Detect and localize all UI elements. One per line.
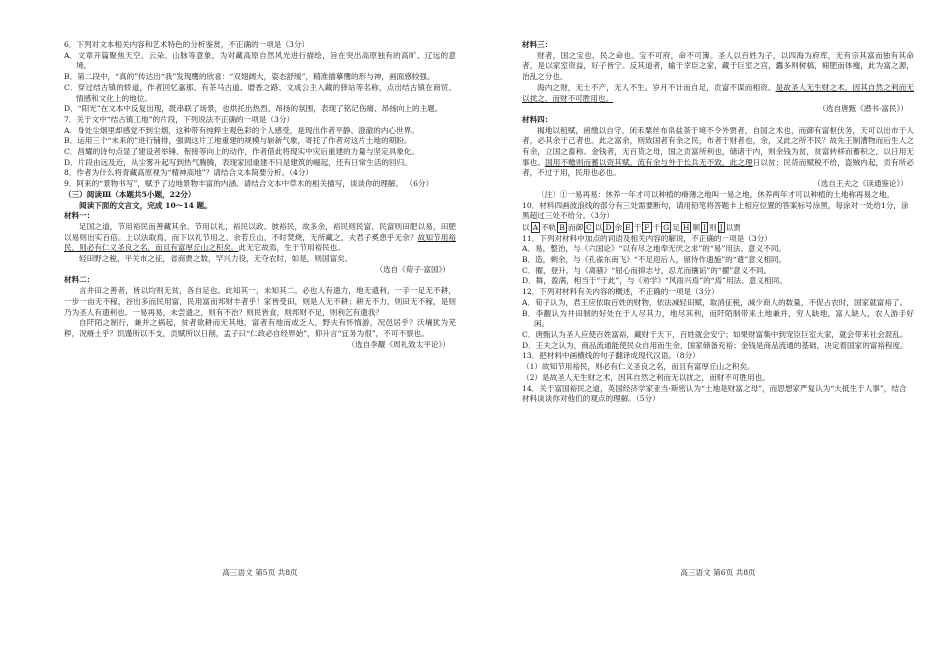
material-4-text [522,126,914,180]
q11-option-d: D．舞，盈满，相当于“于此”，与《劝学》“风雨兴焉”的“焉”用法、意义相同。 [522,276,787,286]
q12-option-a: A．荀子认为，君王应依取百姓的财物，依法减轻田赋，取消征税，减少商人的数量，不促占农时，国家就富裕了。 [522,297,908,307]
material-1-text [64,222,456,254]
material-3-title: 材料三： [522,40,553,49]
q10-box-g[interactable]: G [663,222,670,232]
q6-option-b: B．第二段中，“真的”传达出“我”发现鹰的欣喜：“双翅阔大，姿态舒缓”，精准描摹鹰的形与神，画面感较强。 [64,72,435,82]
q7-option-a: A．身处尘烟里却感觉不到尘烟，这种带有纯粹主观色彩的个人感受，是现出作者平静、澄澈的内心世界。 [64,125,419,135]
left-page-footer: 高三语文 第5页 共8页 [222,568,298,577]
q10-answer-boxes [522,222,914,234]
section-3-heading: （三）阅读Ⅲ（本题共5小题，22分） [64,189,196,199]
q10-text-segment: 顺 [692,222,701,232]
q7-option-b: B．运用三个“未来的”进行铺排，强调这片工地重建的规模与崭新气象，寄托了作者对这片土地的期盼。 [64,136,412,146]
q10-box-f[interactable]: F [644,222,650,232]
material-4-source: （选自王夫之《读通鉴论》） [813,179,908,189]
q10-box-j[interactable]: J [719,222,723,232]
q11-stem: 11．下列对材料中加点的词语及相关内容的解说，不正确的一项是（3分） [522,233,772,243]
q6-option-d: D．“阳光”在文本中反复出现，既串联了场景，也烘托出热烈、昂扬的氛围，表现了铭记伤痛、昂扬向上的主题。 [64,104,443,114]
q6-option-a: A．文章开篇聚焦天空、云朵、山脉等意象，为对藏高原自然风光进行描绘，旨在突出高原独有的高旷、辽远的意境。 [64,50,456,71]
q10-box-h[interactable]: H [682,222,690,232]
material-2-text2: 自阡陌之制行，兼并之祸起，贫者欲耕而无其地，富者有地而或乏人，野夫有怀惰游，况邑居乎？沃壤犹为芜秽，况瘠土乎？饥馑所以不支，贡赋所以日削，孟子曰“仁政必自经界始”，仰升言“宜务为很”，不可不察也。 [64,318,456,338]
q9-score: （6分） [405,179,434,189]
material-1-body: 足国之道，节用裕民而善藏其余。节用以礼，裕民以政。彼裕民，故多余，裕民则民富，民富则田肥以易，田肥以易则出实百倍。上以法取焉，而下以礼节用之。余若丘山，不时焚烧，无所藏之，夫君子奚患乎无余？ [64,221,456,242]
q12-option-c: C．唐甄认为圣人应使百姓富裕，藏财于天下，百姓就会安宁；如果财富集中到宠臣巨室大家，就会带来社会混乱。 [522,329,908,339]
q10-box-i[interactable]: I [703,222,707,232]
q10-text-segment: 千 [652,222,661,232]
q10-text-segment: 而御 [567,222,584,232]
footnote: 〔注〕①一易再易：休养一年才可以种植的瘠薄之地叫一易之地，休养两年才可以种植的土地称再易之地。 [537,189,894,199]
q11-option-c: C．擢，登升，与《离骚》“屈心而抑志兮，忍尤而攘诟”的“擢”意义不同。 [522,265,772,275]
q10-text-segment: 余 [614,222,623,232]
q11-option-b: B．造，剩余，与《孔雀东南飞》“不足迎后人，留待作遗施”的“遗”意义相同。 [522,255,787,265]
q10-text-segment: 以贾 [725,222,741,232]
material-4-underlined: 国用不赡则而蓄以资其赋，流有余与外于长兵无不致，此之理 [545,157,753,167]
material-4-title: 材料四： [522,114,553,124]
q13-sentence-1: （1）故知节用裕民，则必有仁义圣良之名，而且有富厚丘山之积矣。 [522,362,755,372]
material-1-tail: 此无它故焉，生于节用裕民也。 [238,243,345,253]
q10-stem: 10．材料四画波浪线的部分有三处需要断句，请用铅笔将答题卡上相应位置的答案标号涂黑，每涂对一处给1分，涂黑超过三处不给分。（3分） [522,200,909,221]
material-4-tail: 日以贫；民货而赋税不给，盗贼内起，贡有所必者，不过于用，民用也必也。 [522,157,915,178]
q7-option-c: C．昌耀的诗句点显了建设者举锤、衔接等向上的动作，作者借此将现实中灾后重建的力量与坚定具象化。 [64,147,420,157]
q8-stem: 8．作者为什么将青藏高原视为“精神高地”？请结合文本简要分析。（4分） [64,168,314,178]
material-1-title: 材料一： [64,211,95,221]
q10-text-segment: 不轨 [541,222,557,232]
q12-option-d: D．王夫之认为，商品流通能使民众自用而生余，国家储备充裕；金钱是商品流通的基础，决定着国家的富裕程度。 [522,340,908,350]
q10-text-segment: 足 [672,222,680,232]
q11-option-a: A．易，整治，与《六国论》“以有尽之地奉无厌之求”的“易”用法、意义不同。 [522,244,787,254]
q13-sentence-2: （2）是故圣人无生财之术，因其自然之利而无以扰之，而财不可胜用也。 [522,372,770,382]
q10-box-c[interactable]: C [586,222,592,232]
q10-text-segment: 以 [594,222,603,232]
material-1-line2: 轻田野之税，平关市之征，省商贾之数，罕兴力役，无夺农时，如是，则国富矣。 [79,254,353,264]
q10-box-b[interactable]: B [559,222,565,232]
q9-stem [64,179,456,190]
q10-box-e[interactable]: E [625,222,631,232]
q10-text-segment: 于 [633,222,642,232]
q7-stem: 7．关于文中“结古镇工地”的片段，下列说法不正确的一项是（3分） [64,114,295,124]
material-1-source: （选自《荀子·富国》） [375,264,450,274]
q13-stem: 13．把材料中画横线的句子翻译成现代汉语。（8分） [522,351,700,361]
material-2-text: 言井田之善者，皆以均则无贫，各自足也。此知其一，未知其二。必也人有遗力，地无遗利，一手一足无不耕，一步一亩无不稼，谷出多而民用富，民用富而邦财丰者乎！家皆受田，则是人无不耕；耕无不力，则田无不稼，是则乃为圣人有遗利也。一易再易，未尝遗之，则有不治？则民皆食，则邦财不足，则利乞有遗我？ [64,286,456,317]
material-2-title: 材料二： [64,275,95,285]
material-3-text: 财者，国之宝也，民之命也。宝不可府，命不可簿。圣人以百姓为子，以四海为府库，无有宗其富而独有其命者，是以家室资益，好子皆宁。反其道者，输于幸臣之家，藏于巨室之宫，蠹多则树槁，痈肥而体瘦，此为富之源，治乱之分也。 [522,50,914,82]
right-page-footer: 高三语文 第6页 共8页 [680,568,756,577]
q10-text-segment: 则 [709,222,717,232]
q14-stem: 14．关于富国裕民之道，英国经济学家亚当·斯密认为“土地是财富之母”，而思想家严复认为“大抵生于人事”，结合材料谈谈你对他们的观点的理解。（5分） [522,383,907,404]
material-2-source: （选自李觏《周礼致太平论》） [347,339,450,349]
section-3-instruction: 阅读下面的文言文，完成 10～14 题。 [79,200,212,210]
material-3-source: （选自唐甄《潜书·富民》） [818,104,908,114]
q6-stem: 6．下列对文本相关内容和艺术特色的分析鉴赏，不正确的一项是（3分） [64,40,310,49]
q9-text: 9．阿来的“景物书写”，赋予了边地景物丰富的内涵。请结合文本中草木的相关描写，谈谈你的理解。 [64,179,404,189]
material-3-body2: 海内之财，无土不产，无人不生。岁月不计而自足，贡富不谋而相资。 [537,82,776,92]
material-4-body: 揭地以租赋，函缴以自守，闭禾粟丝布帛盐荼于境不令外贾者，自国之术也，而御有富枢伏务，天可以出市于人者，必其余于己者也。此之富余，则致国者有余之民，布者于财者也，余，又此之所不民？故先王制漕物而后生人之有余，立国之畜称。金钱者，无百货之母，国之贡富所利也，储诸于内，则余钱为贫，贫富转移而蓄积之，以日用无事也。 [522,125,914,167]
q7-option-d: D．片段由远及近，从尘雾升起写到热气腾腾，表现家园重建不只是建筑的崛起，还有日常生活的回归。 [64,157,412,167]
q12-option-b: B．李觏认为井田制的好处在于人尽其力，地尽其利，而阡陌制带来土地兼并，穷人缺地，富人缺人，农人游手好闲。 [522,308,914,329]
q10-text-segment: 以 [522,222,530,232]
right-page [522,40,914,405]
left-page [64,40,456,350]
material-1-underlined: 故知节用裕民，则必有仁义圣良之名，而且有富厚丘山之积矣。 [64,232,457,253]
q10-box-a[interactable]: A [532,222,539,232]
q6-option-c: C．穿过结古镇的轿道，作者回忆嘉那、有茶马古道、磨香之路、文成公主入藏的驿站等名称，点出结古镇在商贸、情感和文化上的地位。 [64,82,456,103]
material-3-underlined: 是故圣人无生财之术，因其自然之利而无以扰之，而财不可胜用也。 [522,82,915,103]
q10-box-d[interactable]: D [605,222,612,232]
material-3-text2 [522,83,914,104]
q12-stem: 12．下列对材料有关内容的概述，不正确的一项是（3分） [522,287,719,297]
